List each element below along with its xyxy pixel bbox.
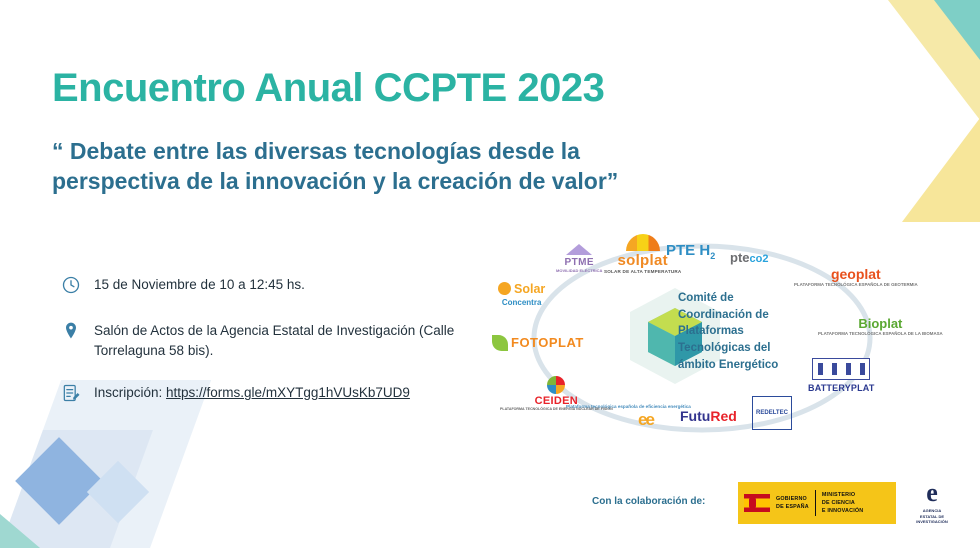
detail-registration-text (94, 380, 410, 403)
logo-bioplat-sub: PLATAFORMA TECNOLÓGICA ESPAÑOLA DE LA BIOMASA (818, 331, 943, 336)
detail-date-text: 15 de Noviembre de 10 a 12:45 hs. (94, 277, 305, 292)
pinwheel-icon (547, 376, 565, 394)
logo-redeltec-brand: REDELTEC (752, 396, 792, 430)
logo-ptme-sub: MOVILIDAD ELÉCTRICA (556, 268, 603, 273)
battery-icon (812, 358, 870, 380)
decoration-triangle-yellow-bottom (902, 118, 980, 222)
logo-geoplat (794, 266, 918, 287)
detail-location (58, 318, 458, 360)
logo-fotoplat-brand: FOTOPLAT (511, 335, 584, 350)
registration-link[interactable]: https://forms.gle/mXYTgg1hVUsKb7UD9 (166, 385, 410, 401)
gobierno-line1: GOBIERNO (776, 495, 807, 502)
gobierno-de-espana-logo (738, 482, 896, 524)
logo-solplat-brand: solplat (617, 252, 668, 269)
logo-ceiden-sub: PLATAFORMA TECNOLÓGICA DE ENERGÍA NUCLEAR DE FISIÓN (500, 407, 613, 411)
logo-eficiencia-energetica: Plataforma tecnológica española de eficiencia energética (566, 404, 691, 409)
aei-logo (906, 480, 958, 528)
detail-date (58, 272, 458, 298)
spain-flag-icon (744, 494, 770, 512)
ministerio-line2: DE CIENCIA (821, 499, 856, 506)
triangle-icon (566, 244, 592, 255)
collaboration-label: Con la colaboración de: (592, 496, 706, 507)
ministerio-text (822, 491, 864, 515)
clock-icon (58, 272, 84, 298)
logo-ceiden-brand: CEIDEN (534, 395, 579, 407)
logo-ptme-brand: PTME (564, 257, 594, 268)
logo-batteryplat-brand: BATTERYPLAT (808, 383, 875, 393)
page-title: Encuentro Anual CCPTE 2023 (52, 66, 605, 110)
page-subtitle: “ Debate entre las diversas tecnologías desde la perspectiva de la innovación y la creación de valor” (52, 138, 619, 195)
diagram-center-text: Comité de Coordinación de Plataformas Tecnológicas del ámbito Energético (678, 292, 779, 371)
logo-geoplat-sub: PLATAFORMA TECNOLÓGICA ESPAÑOLA DE GEOTERMIA (794, 282, 918, 287)
logo-pteh2-brand: PTE H (666, 242, 711, 259)
logo-divider (815, 490, 816, 516)
aei-line2: ESTATAL DE (919, 513, 945, 519)
logo-bioplat-brand: Bioplat (858, 316, 903, 331)
logo-geoplat-brand: geoplat (830, 266, 881, 282)
leaf-icon (492, 335, 508, 351)
logo-ee (638, 410, 653, 430)
ministerio-line3: E INNOVACIÓN (821, 508, 864, 515)
aei-mark: e (926, 478, 938, 507)
logo-batteryplat (808, 358, 875, 393)
ccpte-platform-wheel (470, 218, 943, 458)
logo-solarconcentra-sub: Concentra (501, 298, 542, 307)
detail-location-text: Salón de Actos de la Agencia Estatal de Investigación (Calle Torrelaguna 58 bis). (94, 323, 455, 358)
decoration-triangle-teal-bottom (0, 514, 40, 548)
logo-futured-brand: Futu (680, 408, 711, 424)
logo-solarconcentra-brand: Solar (514, 282, 546, 296)
logo-ee-brand: ee (638, 410, 653, 429)
form-document-icon (58, 380, 84, 406)
aei-line1: AGENCIA (922, 508, 942, 513)
sun-dot-icon (498, 282, 511, 295)
aei-sub (906, 508, 958, 525)
logo-pteco2 (730, 250, 768, 265)
registration-label: Inscripción: (94, 385, 167, 401)
logo-ceiden (500, 376, 613, 411)
aei-line3: INVESTIGACIÓN (916, 519, 948, 525)
logo-solplat-sub: SOLAR DE ALTA TEMPERATURA (604, 269, 682, 274)
logo-futured-accent: Red (710, 408, 737, 424)
logo-ptme (556, 244, 602, 273)
logo-bioplat (818, 316, 943, 336)
decoration-triangle-teal (934, 0, 980, 60)
logo-solarconcentra (498, 280, 545, 307)
event-details-list (58, 272, 458, 426)
logo-pteh2 (666, 242, 715, 261)
location-pin-icon (58, 318, 84, 344)
ministerio-line1: MINISTERIO (821, 491, 856, 498)
logo-pteh2-subscript: 2 (710, 251, 716, 261)
gobierno-line2: DE ESPAÑA (776, 504, 809, 510)
detail-registration (58, 380, 458, 406)
logo-redeltec (752, 396, 792, 430)
logo-pteco2-accent: co2 (749, 253, 769, 265)
logo-pteco2-brand: pte (730, 250, 750, 265)
sun-icon (626, 234, 660, 251)
gobierno-text (776, 495, 809, 511)
logo-fotoplat (492, 334, 584, 352)
